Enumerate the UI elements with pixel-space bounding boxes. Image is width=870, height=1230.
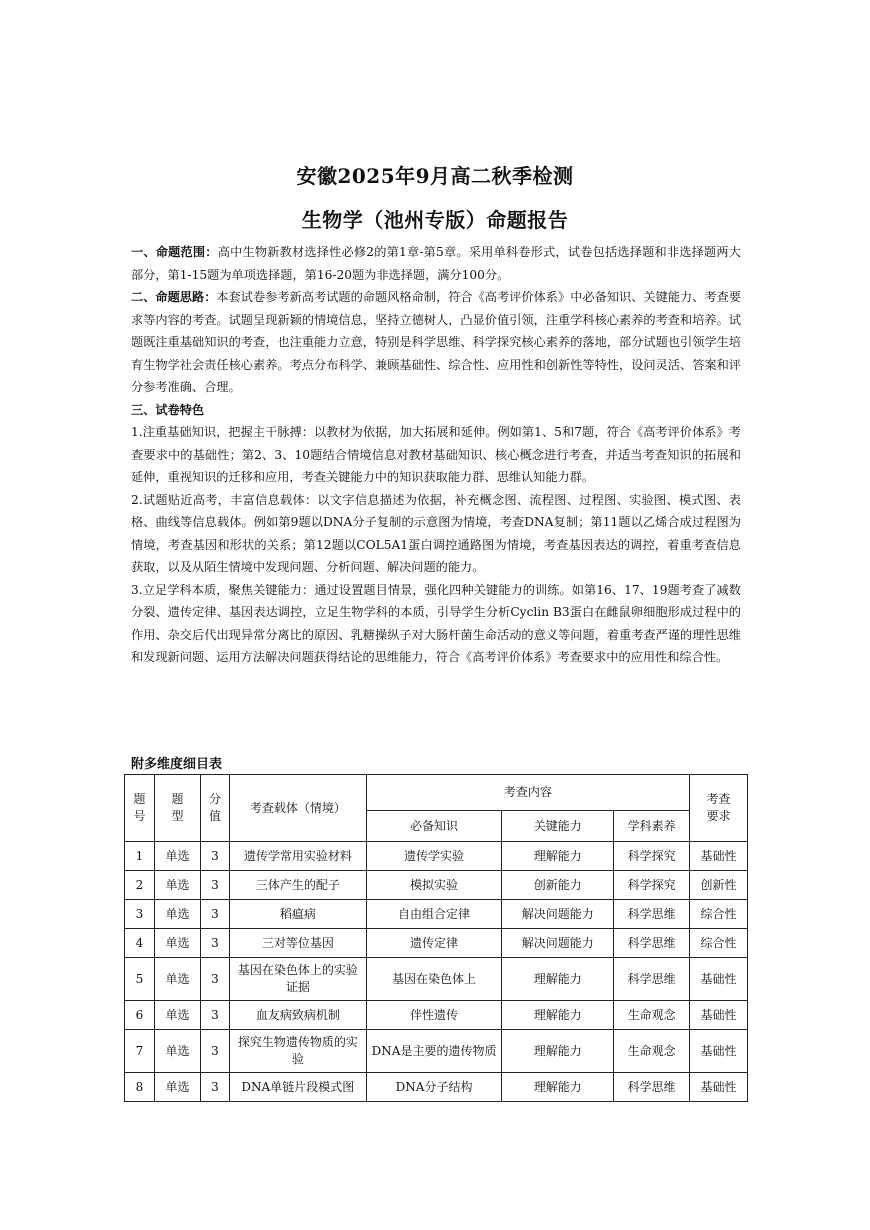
cell-literacy: 生命观念	[614, 1030, 690, 1073]
report-body	[131, 241, 741, 669]
cell-ability: 解决问题能力	[502, 900, 614, 929]
header-literacy: 学科素养	[614, 811, 690, 842]
cell-literacy: 科学思维	[614, 900, 690, 929]
cell-type: 单选	[154, 842, 200, 871]
table-row	[125, 929, 748, 958]
header-carrier: 考查载体（情境）	[229, 775, 366, 842]
cell-type: 单选	[154, 900, 200, 929]
cell-ability: 解决问题能力	[502, 929, 614, 958]
table-row	[125, 842, 748, 871]
header-type: 题型	[154, 775, 200, 842]
table-header-row	[125, 775, 748, 811]
cell-knowledge: DNA分子结构	[366, 1073, 502, 1102]
cell-ability: 理解能力	[502, 1030, 614, 1073]
cell-type: 单选	[154, 1001, 200, 1030]
cell-carrier: 探究生物遗传物质的实验	[229, 1030, 366, 1073]
cell-carrier: DNA单链片段模式图	[229, 1073, 366, 1102]
cell-requirement: 创新性	[690, 871, 748, 900]
header-ability: 关键能力	[502, 811, 614, 842]
header-requirement: 考查要求	[690, 775, 748, 842]
cell-score: 3	[200, 900, 229, 929]
table-caption: 附多维度细目表	[131, 757, 223, 772]
cell-type: 单选	[154, 871, 200, 900]
cell-ability: 理解能力	[502, 958, 614, 1001]
cell-knowledge: 基因在染色体上	[366, 958, 502, 1001]
idea-heading: 二、命题思路：	[131, 290, 217, 304]
cell-no: 5	[125, 958, 155, 1001]
cell-knowledge: 伴性遗传	[366, 1001, 502, 1030]
cell-requirement: 基础性	[690, 1030, 748, 1073]
cell-no: 2	[125, 871, 155, 900]
cell-no: 6	[125, 1001, 155, 1030]
cell-no: 1	[125, 842, 155, 871]
table-row	[125, 900, 748, 929]
cell-literacy: 科学思维	[614, 958, 690, 1001]
header-no: 题号	[125, 775, 155, 842]
cell-carrier: 三对等位基因	[229, 929, 366, 958]
cell-requirement: 基础性	[690, 1001, 748, 1030]
idea-text: 本套试卷参考新高考试题的命题风格命制，符合《高考评价体系》中必备知识、关键能力、考查要求等内容的考查。试题呈现新颖的情境信息，坚持立德树人，凸显价值引领，注重学科核心素养的考查和培养。试题既注重基础知识的考查，也注重能力立意，特别是科学思维、科学探究核心素养的落地，部分试题也引领学生培育生物学社会责任核心素养。考点分布科学、兼顾基础性、综合性、应用性和创新性等特性，设问灵活、答案和评分参考准确、合理。	[131, 290, 742, 394]
features-heading-line	[131, 399, 741, 422]
cell-knowledge: DNA是主要的遗传物质	[366, 1030, 502, 1073]
document-title: 安徽2025年9月高二秋季检测	[296, 164, 574, 188]
cell-knowledge: 模拟实验	[366, 871, 502, 900]
cell-knowledge: 遗传学实验	[366, 842, 502, 871]
scope-heading: 一、命题范围：	[131, 245, 218, 259]
cell-requirement: 基础性	[690, 1073, 748, 1102]
cell-carrier: 基因在染色体上的实验证据	[229, 958, 366, 1001]
cell-carrier: 血友病致病机制	[229, 1001, 366, 1030]
cell-ability: 理解能力	[502, 1001, 614, 1030]
cell-literacy: 科学探究	[614, 842, 690, 871]
cell-requirement: 基础性	[690, 958, 748, 1001]
cell-type: 单选	[154, 1030, 200, 1073]
feature-2: 2.试题贴近高考，丰富信息载体：以文字信息描述为依据，补充概念图、流程图、过程图、实验图、模式图、表格、曲线等信息载体。例如第9题以DNA分子复制的示意图为情境，考查DNA复制；第11题以乙烯合成过程图为情境，考查基因和形状的关系；第12题以COL5A1蛋白调控通路图为情境，考查基因表达的调控，着重考查信息获取，以及从陌生情境中发现问题、分析问题、解决问题的能力。	[131, 492, 741, 574]
cell-knowledge: 自由组合定律	[366, 900, 502, 929]
idea-paragraph	[131, 286, 741, 399]
table-row	[125, 871, 748, 900]
cell-score: 3	[200, 1001, 229, 1030]
cell-score: 3	[200, 929, 229, 958]
table-row	[125, 1030, 748, 1073]
header-content: 考查内容	[366, 775, 689, 811]
features-heading: 三、试卷特色	[131, 402, 205, 417]
cell-carrier: 稻瘟病	[229, 900, 366, 929]
cell-literacy: 生命观念	[614, 1001, 690, 1030]
scope-text: 高中生物新教材选择性必修2的第1章-第5章。采用单科卷形式，试卷包括选择题和非选择题两大部分，第1-15题为单项选择题，第16-20题为非选择题，满分100分。	[131, 245, 741, 282]
cell-knowledge: 遗传定律	[366, 929, 502, 958]
cell-carrier: 三体产生的配子	[229, 871, 366, 900]
table-row	[125, 1001, 748, 1030]
feature-1: 1.注重基础知识，把握主干脉搏：以教材为依据，加大拓展和延伸。例如第1、5和7题，符合《高考评价体系》考查要求中的基础性；第2、3、10题结合情境信息对教材基础知识、核心概念进行考查，并适当考查知识的拓展和延伸，重视知识的迁移和应用，考查关键能力中的知识获取能力群、思维认知能力群。	[131, 425, 741, 484]
scope-paragraph	[131, 241, 741, 286]
cell-requirement: 基础性	[690, 842, 748, 871]
header-knowledge: 必备知识	[366, 811, 502, 842]
cell-score: 3	[200, 842, 229, 871]
detail-table	[124, 774, 748, 1102]
cell-no: 4	[125, 929, 155, 958]
cell-literacy: 科学思维	[614, 929, 690, 958]
table-row	[125, 958, 748, 1001]
cell-type: 单选	[154, 929, 200, 958]
cell-literacy: 科学探究	[614, 871, 690, 900]
cell-literacy: 科学思维	[614, 1073, 690, 1102]
cell-no: 8	[125, 1073, 155, 1102]
cell-requirement: 综合性	[690, 900, 748, 929]
cell-carrier: 遗传学常用实验材料	[229, 842, 366, 871]
cell-score: 3	[200, 871, 229, 900]
cell-ability: 创新能力	[502, 871, 614, 900]
cell-no: 7	[125, 1030, 155, 1073]
table-row	[125, 1073, 748, 1102]
cell-type: 单选	[154, 1073, 200, 1102]
feature-3: 3.立足学科本质，聚焦关键能力：通过设置题目情景，强化四种关键能力的训练。如第16、17、19题考查了减数分裂、遗传定律、基因表达调控，立足生物学科的本质，引导学生分析Cyclin B3蛋白在雌鼠卵细胞形成过程中的作用、杂交后代出现异常分离比的原因、乳糖操纵子对大肠杆菌生命活动的意义等问题，着重考查严谨的理性思维和发现新问题、运用方法解决问题获得结论的思维能力，符合《高考评价体系》考查要求中的应用性和综合性。	[131, 582, 741, 664]
cell-no: 3	[125, 900, 155, 929]
cell-score: 3	[200, 958, 229, 1001]
cell-ability: 理解能力	[502, 842, 614, 871]
cell-score: 3	[200, 1073, 229, 1102]
header-score: 分值	[200, 775, 229, 842]
cell-score: 3	[200, 1030, 229, 1073]
cell-ability: 理解能力	[502, 1073, 614, 1102]
cell-type: 单选	[154, 958, 200, 1001]
cell-requirement: 综合性	[690, 929, 748, 958]
document-subtitle: 生物学（池州专版）命题报告	[301, 208, 569, 232]
